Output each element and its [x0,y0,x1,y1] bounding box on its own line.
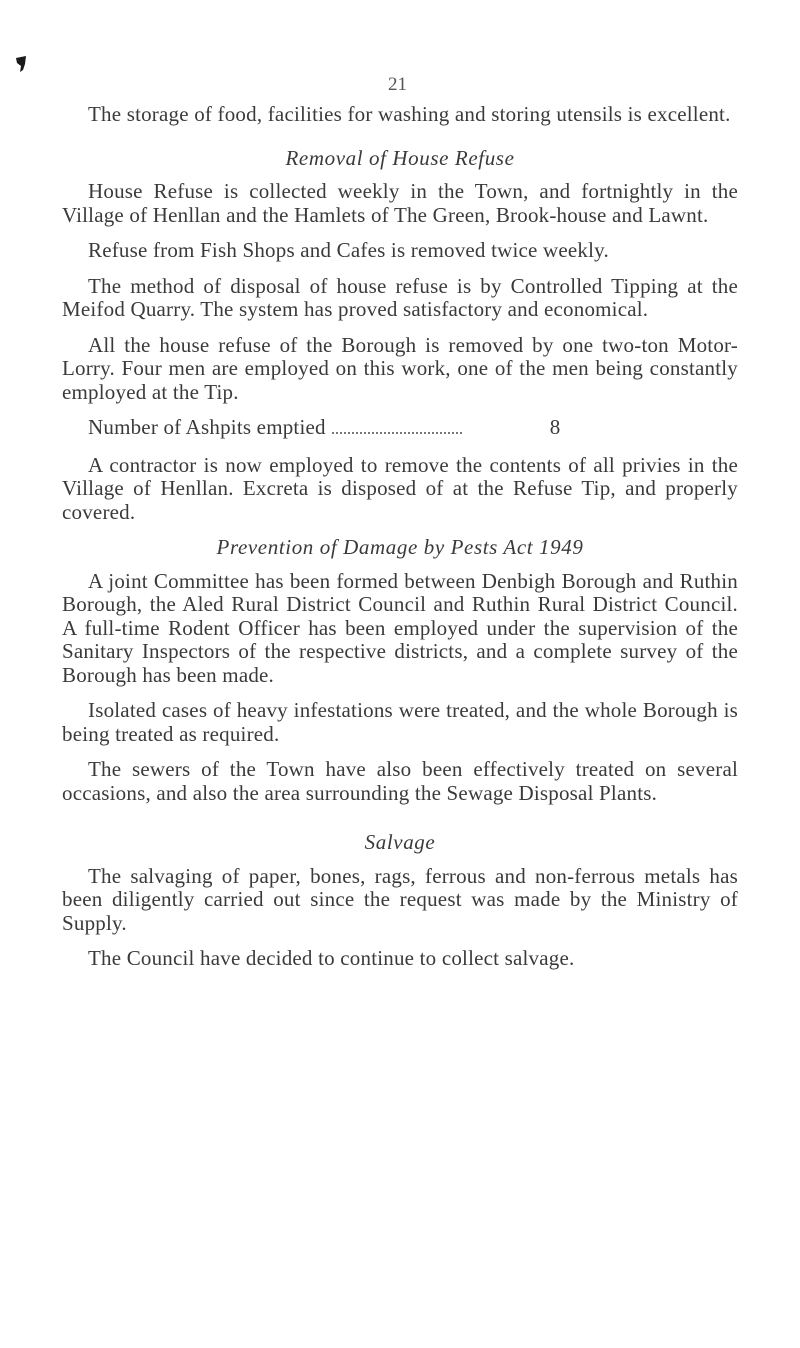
ashpits-label: Number of Ashpits emptied [88,415,326,439]
paragraph-disposal-method: The method of disposal of house refuse is by Controlled Tipping at the Meifod Quarry. The system has proved satisfactory and economical. [62,273,738,321]
ink-blot-mark-icon [14,55,28,73]
ashpits-statistic [88,416,738,440]
paragraph-contractor: A contractor is now employed to remove the contents of all privies in the Village of Henllan. Excreta is disposed of at the Refuse Tip, and properly covered. [62,452,738,524]
paragraph-collection: House Refuse is collected weekly in the Town, and fortnightly in the Village of Henllan and the Hamlets of The Green, Brook-house and Lawnt. [62,179,738,227]
page-number: 21 [388,74,407,95]
report-body [62,103,738,983]
paragraph-storage: The storage of food, facilities for washing and storing utensils is excellent. [88,102,731,126]
heading-prevention-of-damage-by-pests: Prevention of Damage by Pests Act 1949 [216,535,584,559]
heading-salvage: Salvage [364,830,436,854]
paragraph-sewers: The sewers of the Town have also been effectively treated on several occasions, and also the area surrounding the Sewage Disposal Plants. [62,757,738,805]
paragraph-council-decision: The Council have decided to continue to collect salvage. [88,946,575,970]
leader-dots [332,432,462,434]
paragraph-fish-shops: Refuse from Fish Shops and Cafes is removed twice weekly. [88,238,609,262]
ashpits-value: 8 [549,415,561,439]
paragraph-salvaging: The salvaging of paper, bones, rags, ferrous and non-ferrous metals has been diligently carried out since the request was made by the Ministry of Supply. [62,863,738,935]
paragraph-motor-lorry: All the house refuse of the Borough is removed by one two-ton Motor-Lorry. Four men are employed on this work, one of the men being constantly employed at the Tip. [62,332,738,404]
heading-removal-of-house-refuse: Removal of House Refuse [285,145,515,170]
paragraph-infestations: Isolated cases of heavy infestations were treated, and the whole Borough is being treated as required. [62,698,738,746]
paragraph-joint-committee: A joint Committee has been formed between Denbigh Borough and Ruthin Borough, the Aled Rural District Council and Ruthin Rural District Council. A full-time Rodent Officer has been employed under the supervision of the Sanitary Inspectors of the respective districts, and a complete survey of the Borough has been made. [62,568,738,687]
